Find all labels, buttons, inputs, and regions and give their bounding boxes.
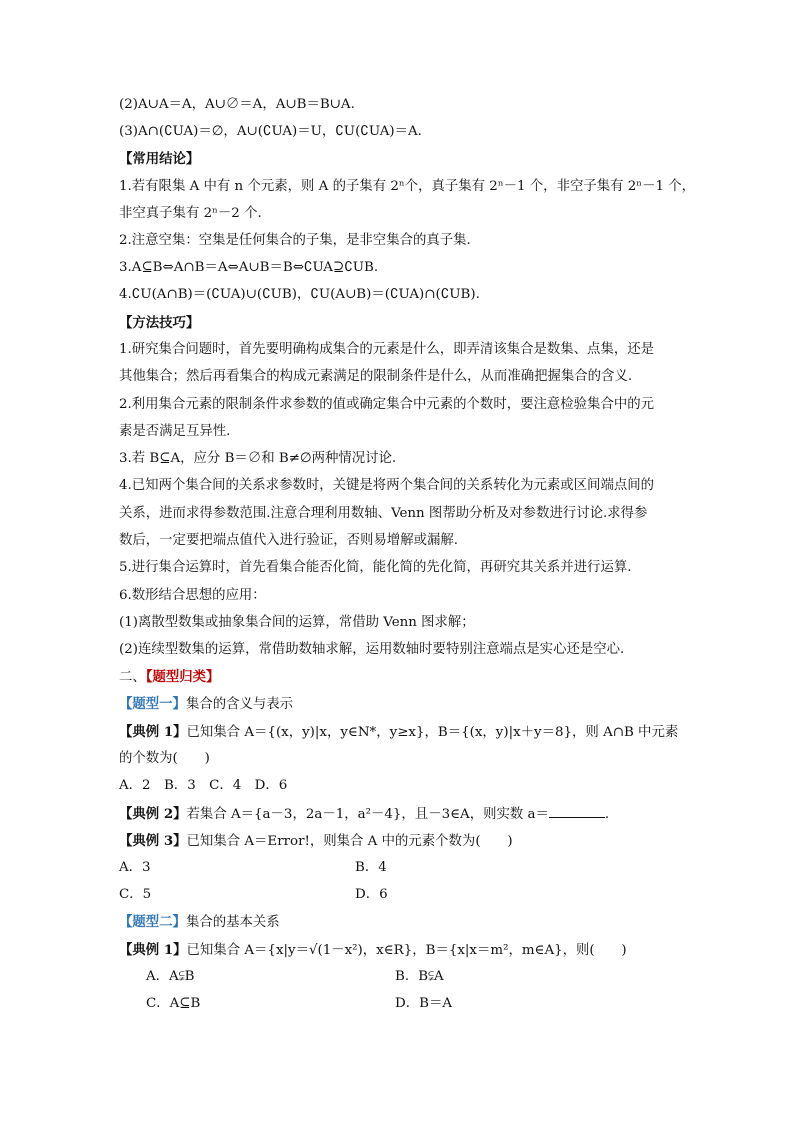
text-line: 1.研究集合问题时，首先要明确构成集合的元素是什么，即弄清该集合是数集、点集，还是 [119,342,655,357]
text-line: 4.∁U(A∩B)＝(∁UA)∪(∁UB)，∁U(A∪B)＝(∁UA)∩(∁UB). [119,287,480,302]
text-line: 3.若 B⊆A，应分 B＝∅和 B≠∅两种情况讨论. [119,451,397,466]
section-heading: 【方法技巧】 [119,315,200,331]
text-line: 3.A⊆B⇔A∩B＝A⇔A∪B＝B⇔∁UA⊇∁UB. [119,260,379,275]
text-line: 6.数形结合思想的应用： [119,588,266,603]
example-text: 已知集合 A＝Error!，则集合 A 中的元素个数为( ) [186,834,513,849]
answer-option-c: C．5 [119,887,152,902]
text-line: 4.已知两个集合间的关系求参数时，关键是将两个集合间的关系转化为元素或区间端点间的 [119,478,655,493]
text-line: (2)连续型数集的运算，常借助数轴求解，运用数轴时要特别注意端点是实心还是空心. [119,642,625,657]
answer-option-b: B．4 [355,860,387,875]
question-type-heading [119,695,293,714]
answer-option-a: A．3 [119,860,151,875]
type-title: 集合的基本关系 [185,915,280,930]
text-line: 1.若有限集 A 中有 n 个元素，则 A 的子集有 2ⁿ个，真子集有 2ⁿ－1 个，非空子集有 2ⁿ－1 个， [119,179,696,194]
answer-option-d: D．6 [355,887,388,902]
section-title [119,668,219,687]
text-line: (3)A∩(∁UA)＝∅，A∪(∁UA)＝U，∁U(∁UA)＝A. [119,124,422,139]
question-type-heading [119,913,280,932]
example-question [119,723,678,742]
answer-options: A．2 B．3 C．4 D．6 [119,778,288,793]
type-title: 集合的含义与表示 [185,697,294,712]
type-tag: 【题型二】 [119,914,186,930]
answer-blank [549,805,605,818]
example-tag: 【典例 1】 [119,724,187,740]
example-text: 已知集合 A＝{x|y＝√(1－x²)，x∈R}，B＝{x|x＝m²，m∈A}，则( ) [186,943,627,958]
section-prefix: 二、 [119,670,146,685]
text-line: 5.进行集合运算时，首先看集合能否化简，能化简的先化简，再研究其关系并进行运算. [119,560,632,575]
answer-option-c: C．A⊆B [146,996,201,1011]
text-line: 2.利用集合元素的限制条件求参数的值或确定集合中元素的个数时，要注意检验集合中的元 [119,397,655,412]
text-line: 2.注意空集：空集是任何集合的子集，是非空集合的真子集. [119,233,471,248]
sentence-end: . [604,807,610,822]
example-text: 已知集合 A＝{(x，y)|x，y∈N*，y≥x}，B＝{(x，y)|x＋y＝8}，则 A∩B 中元素 [186,725,679,740]
text-line: 非空真子集有 2ⁿ－2 个. [119,206,262,221]
example-tag: 【典例 3】 [119,833,187,849]
type-tag: 【题型一】 [119,696,186,712]
text-line: 素是否满足互异性. [119,424,231,439]
text-line: 关系，进而求得参数范围.注意合理利用数轴、Venn 图帮助分析及对参数进行讨论.求得参 [119,506,648,521]
example-tag: 【典例 1】 [119,942,187,958]
section-label: 【题型归类】 [145,669,220,685]
answer-option-d: D．B＝A [395,996,453,1011]
example-question [119,832,513,851]
section-heading: 【常用结论】 [119,151,200,167]
answer-option-a: A．A⫋B [146,969,195,984]
example-question [119,805,609,824]
text-line: 其他集合；然后再看集合的构成元素满足的限制条件是什么，从而准确把握集合的含义. [119,369,633,384]
text-line: 数后，一定要把端点值代入进行验证，否则易增解或漏解. [119,533,459,548]
text-line: (1)离散型数集或抽象集合间的运算，常借助 Venn 图求解； [119,615,475,630]
example-text: 若集合 A＝{a－3，2a－1，a²－4}，且－3∈A，则实数 a＝ [186,807,549,822]
example-tag: 【典例 2】 [119,806,187,822]
text-line: (2)A∪A＝A，A∪∅＝A，A∪B＝B∪A. [119,97,355,112]
example-question [119,941,627,960]
answer-option-b: B．B⫋A [395,969,444,984]
text-line: 的个数为( ) [119,751,210,766]
